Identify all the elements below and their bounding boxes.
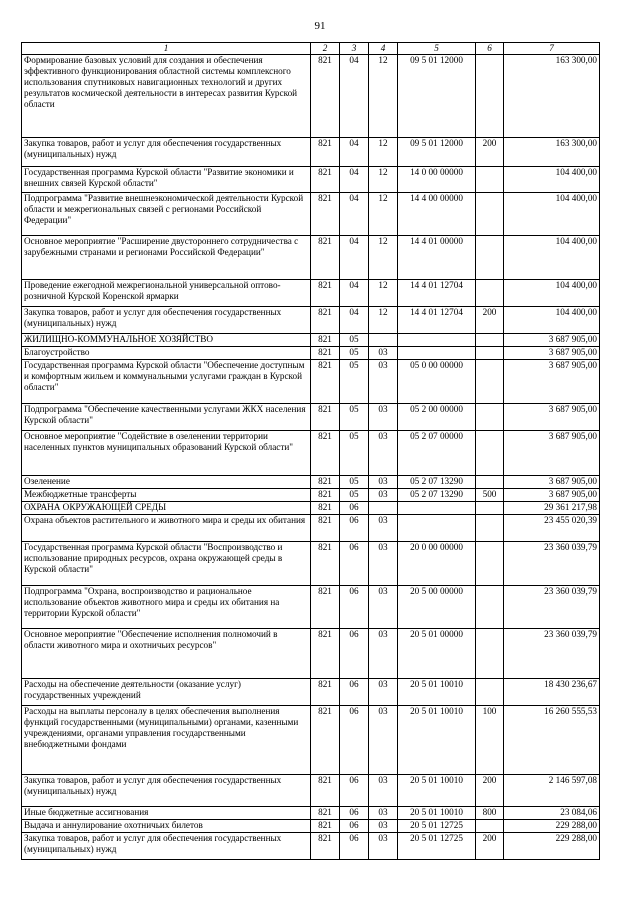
item-name-cell: Охрана объектов растительного и животного мира и среды их обитания xyxy=(22,515,311,542)
col-header-1: 1 xyxy=(22,43,311,55)
section-cell: 06 xyxy=(340,629,369,679)
admin-code-cell: 821 xyxy=(311,334,340,347)
subsection-cell: 12 xyxy=(369,280,398,307)
subsection-cell: 03 xyxy=(369,586,398,629)
section-cell: 06 xyxy=(340,502,369,515)
item-name-cell: Благоустройство xyxy=(22,347,311,360)
section-cell: 06 xyxy=(340,679,369,706)
item-name-cell: Выдача и аннулирование охотничьих билетов xyxy=(22,820,311,833)
admin-code-cell: 821 xyxy=(311,280,340,307)
table-row xyxy=(22,775,600,807)
target-article-cell: 05 2 07 13290 xyxy=(398,476,476,489)
item-name-cell: Основное мероприятие "Расширение двустороннего сотрудничества с зарубежными странами и регионами Российской Федерации" xyxy=(22,236,311,280)
amount-cell: 163 300,00 xyxy=(504,55,600,138)
target-article-cell: 20 5 01 10010 xyxy=(398,775,476,807)
expense-type-cell xyxy=(476,334,504,347)
section-cell: 05 xyxy=(340,489,369,502)
subsection-cell xyxy=(369,334,398,347)
item-name-cell: Формирование базовых условий для создания и обеспечения эффективного функционирования областной системы комплексного использования спутниковых навигационных технологий и других результатов космической деятельности в интересах развития Курской области xyxy=(22,55,311,138)
admin-code-cell: 821 xyxy=(311,833,340,860)
amount-cell: 104 400,00 xyxy=(504,236,600,280)
target-article-cell: 05 2 07 00000 xyxy=(398,431,476,476)
amount-cell: 3 687 905,00 xyxy=(504,347,600,360)
admin-code-cell: 821 xyxy=(311,476,340,489)
expense-type-cell xyxy=(476,679,504,706)
subsection-cell: 12 xyxy=(369,307,398,334)
table-row xyxy=(22,515,600,542)
amount-cell: 104 400,00 xyxy=(504,280,600,307)
expense-type-cell xyxy=(476,360,504,404)
admin-code-cell: 821 xyxy=(311,820,340,833)
amount-cell: 18 430 236,67 xyxy=(504,679,600,706)
item-name-cell: Основное мероприятие "Обеспечение исполнения полномочий в области животного мира и охотничьих ресурсов" xyxy=(22,629,311,679)
section-cell: 05 xyxy=(340,334,369,347)
table-row xyxy=(22,489,600,502)
item-name-cell: Межбюджетные трансферты xyxy=(22,489,311,502)
table-row xyxy=(22,706,600,775)
subsection-cell: 12 xyxy=(369,236,398,280)
item-name-cell: Закупка товаров, работ и услуг для обеспечения государственных (муниципальных) нужд xyxy=(22,138,311,167)
target-article-cell: 20 5 01 10010 xyxy=(398,807,476,820)
target-article-cell: 20 0 00 00000 xyxy=(398,542,476,586)
admin-code-cell: 821 xyxy=(311,138,340,167)
target-article-cell: 09 5 01 12000 xyxy=(398,138,476,167)
section-cell: 04 xyxy=(340,138,369,167)
target-article-cell: 14 4 01 00000 xyxy=(398,236,476,280)
target-article-cell: 14 4 00 00000 xyxy=(398,193,476,236)
target-article-cell: 20 5 01 10010 xyxy=(398,679,476,706)
expense-type-cell xyxy=(476,820,504,833)
expense-type-cell xyxy=(476,347,504,360)
admin-code-cell: 821 xyxy=(311,515,340,542)
table-row xyxy=(22,55,600,138)
section-cell: 06 xyxy=(340,542,369,586)
target-article-cell: 20 5 00 00000 xyxy=(398,586,476,629)
amount-cell: 3 687 905,00 xyxy=(504,334,600,347)
table-row xyxy=(22,347,600,360)
target-article-cell: 14 4 01 12704 xyxy=(398,307,476,334)
expense-type-cell xyxy=(476,629,504,679)
item-name-cell: Подпрограмма "Обеспечение качественными услугами ЖКХ населения Курской области" xyxy=(22,404,311,431)
admin-code-cell: 821 xyxy=(311,193,340,236)
admin-code-cell: 821 xyxy=(311,489,340,502)
expense-type-cell xyxy=(476,476,504,489)
subsection-cell: 03 xyxy=(369,489,398,502)
table-row xyxy=(22,431,600,476)
section-cell: 06 xyxy=(340,515,369,542)
table-row xyxy=(22,404,600,431)
section-cell: 05 xyxy=(340,347,369,360)
admin-code-cell: 821 xyxy=(311,542,340,586)
amount-cell: 104 400,00 xyxy=(504,307,600,334)
item-name-cell: ЖИЛИЩНО-КОММУНАЛЬНОЕ ХОЗЯЙСТВО xyxy=(22,334,311,347)
admin-code-cell: 821 xyxy=(311,629,340,679)
admin-code-cell: 821 xyxy=(311,167,340,193)
target-article-cell xyxy=(398,515,476,542)
table-row xyxy=(22,307,600,334)
target-article-cell: 14 4 01 12704 xyxy=(398,280,476,307)
expense-type-cell: 500 xyxy=(476,489,504,502)
table-row xyxy=(22,833,600,860)
expense-type-cell xyxy=(476,193,504,236)
subsection-cell: 03 xyxy=(369,807,398,820)
subsection-cell: 03 xyxy=(369,833,398,860)
expense-type-cell xyxy=(476,515,504,542)
item-name-cell: Иные бюджетные ассигнования xyxy=(22,807,311,820)
subsection-cell: 03 xyxy=(369,360,398,404)
item-name-cell: ОХРАНА ОКРУЖАЮЩЕЙ СРЕДЫ xyxy=(22,502,311,515)
expense-type-cell xyxy=(476,542,504,586)
target-article-cell: 20 5 01 12725 xyxy=(398,833,476,860)
section-cell: 06 xyxy=(340,807,369,820)
section-cell: 06 xyxy=(340,833,369,860)
item-name-cell: Проведение ежегодной межрегиональной универсальной оптово-розничной Курской Коренской ярмарки xyxy=(22,280,311,307)
expense-type-cell xyxy=(476,431,504,476)
item-name-cell: Закупка товаров, работ и услуг для обеспечения государственных (муниципальных) нужд xyxy=(22,307,311,334)
subsection-cell: 03 xyxy=(369,679,398,706)
item-name-cell: Расходы на выплаты персоналу в целях обеспечения выполнения функций государственными (муниципальными) органами, казенными учреждениями, органами управления государственными внебюджетными фондами xyxy=(22,706,311,775)
target-article-cell: 05 2 00 00000 xyxy=(398,404,476,431)
expense-type-cell xyxy=(476,55,504,138)
admin-code-cell: 821 xyxy=(311,307,340,334)
amount-cell: 163 300,00 xyxy=(504,138,600,167)
item-name-cell: Закупка товаров, работ и услуг для обеспечения государственных (муниципальных) нужд xyxy=(22,775,311,807)
target-article-cell: 20 5 01 12725 xyxy=(398,820,476,833)
amount-cell: 29 361 217,98 xyxy=(504,502,600,515)
admin-code-cell: 821 xyxy=(311,807,340,820)
table-row xyxy=(22,138,600,167)
amount-cell: 3 687 905,00 xyxy=(504,489,600,502)
section-cell: 05 xyxy=(340,431,369,476)
admin-code-cell: 821 xyxy=(311,360,340,404)
expense-type-cell xyxy=(476,167,504,193)
subsection-cell: 03 xyxy=(369,515,398,542)
target-article-cell: 05 0 00 00000 xyxy=(398,360,476,404)
expense-type-cell: 200 xyxy=(476,775,504,807)
amount-cell: 16 260 555,53 xyxy=(504,706,600,775)
expense-type-cell: 800 xyxy=(476,807,504,820)
amount-cell: 3 687 905,00 xyxy=(504,404,600,431)
target-article-cell xyxy=(398,347,476,360)
subsection-cell: 03 xyxy=(369,542,398,586)
table-row xyxy=(22,629,600,679)
admin-code-cell: 821 xyxy=(311,347,340,360)
expense-type-cell xyxy=(476,280,504,307)
section-cell: 04 xyxy=(340,307,369,334)
item-name-cell: Государственная программа Курской области "Воспроизводство и использование природных ресурсов, охрана окружающей среды в Курской области" xyxy=(22,542,311,586)
admin-code-cell: 821 xyxy=(311,586,340,629)
subsection-cell xyxy=(369,502,398,515)
col-header-4: 4 xyxy=(369,43,398,55)
amount-cell: 23 360 039,79 xyxy=(504,629,600,679)
target-article-cell: 20 5 01 00000 xyxy=(398,629,476,679)
section-cell: 06 xyxy=(340,775,369,807)
item-name-cell: Подпрограмма "Развитие внешнеэкономической деятельности Курской области и межрегиональных связей с регионами Российской Федерации" xyxy=(22,193,311,236)
item-name-cell: Государственная программа Курской области "Развитие экономики и внешних связей Курской области" xyxy=(22,167,311,193)
section-cell: 04 xyxy=(340,236,369,280)
admin-code-cell: 821 xyxy=(311,431,340,476)
table-row xyxy=(22,807,600,820)
col-header-3: 3 xyxy=(340,43,369,55)
col-header-5: 5 xyxy=(398,43,476,55)
table-row xyxy=(22,586,600,629)
section-cell: 05 xyxy=(340,404,369,431)
expense-type-cell: 200 xyxy=(476,138,504,167)
section-cell: 05 xyxy=(340,476,369,489)
amount-cell: 23 360 039,79 xyxy=(504,586,600,629)
amount-cell: 23 360 039,79 xyxy=(504,542,600,586)
amount-cell: 104 400,00 xyxy=(504,167,600,193)
expense-type-cell xyxy=(476,586,504,629)
subsection-cell: 03 xyxy=(369,775,398,807)
subsection-cell: 03 xyxy=(369,629,398,679)
section-cell: 05 xyxy=(340,360,369,404)
budget-table xyxy=(21,42,600,860)
admin-code-cell: 821 xyxy=(311,236,340,280)
table-row xyxy=(22,334,600,347)
subsection-cell: 03 xyxy=(369,431,398,476)
table-row xyxy=(22,679,600,706)
admin-code-cell: 821 xyxy=(311,502,340,515)
col-header-7: 7 xyxy=(504,43,600,55)
table-row xyxy=(22,476,600,489)
item-name-cell: Подпрограмма "Охрана, воспроизводство и рациональное использование объектов животного мира и среды их обитания на территории Курской области" xyxy=(22,586,311,629)
subsection-cell: 03 xyxy=(369,820,398,833)
item-name-cell: Закупка товаров, работ и услуг для обеспечения государственных (муниципальных) нужд xyxy=(22,833,311,860)
table-row xyxy=(22,236,600,280)
item-name-cell: Основное мероприятие "Содействие в озеленении территории населенных пунктов муниципальных образований Курской области" xyxy=(22,431,311,476)
target-article-cell: 09 5 01 12000 xyxy=(398,55,476,138)
amount-cell: 23 084,06 xyxy=(504,807,600,820)
amount-cell: 2 146 597,08 xyxy=(504,775,600,807)
col-header-2: 2 xyxy=(311,43,340,55)
section-cell: 04 xyxy=(340,55,369,138)
target-article-cell xyxy=(398,334,476,347)
subsection-cell: 03 xyxy=(369,476,398,489)
table-row xyxy=(22,193,600,236)
table-row xyxy=(22,167,600,193)
subsection-cell: 12 xyxy=(369,138,398,167)
col-header-6: 6 xyxy=(476,43,504,55)
subsection-cell: 12 xyxy=(369,55,398,138)
admin-code-cell: 821 xyxy=(311,679,340,706)
subsection-cell: 12 xyxy=(369,167,398,193)
expense-type-cell xyxy=(476,236,504,280)
section-cell: 06 xyxy=(340,706,369,775)
subsection-cell: 12 xyxy=(369,193,398,236)
table-row xyxy=(22,542,600,586)
item-name-cell: Государственная программа Курской области "Обеспечение доступным и комфортным жильем и коммунальными услугами граждан в Курской области" xyxy=(22,360,311,404)
expense-type-cell: 200 xyxy=(476,833,504,860)
table-row xyxy=(22,820,600,833)
table-row xyxy=(22,280,600,307)
admin-code-cell: 821 xyxy=(311,55,340,138)
header-row xyxy=(22,43,600,55)
amount-cell: 104 400,00 xyxy=(504,193,600,236)
section-cell: 06 xyxy=(340,820,369,833)
target-article-cell: 20 5 01 10010 xyxy=(398,706,476,775)
subsection-cell: 03 xyxy=(369,706,398,775)
amount-cell: 229 288,00 xyxy=(504,820,600,833)
amount-cell: 3 687 905,00 xyxy=(504,476,600,489)
subsection-cell: 03 xyxy=(369,404,398,431)
subsection-cell: 03 xyxy=(369,347,398,360)
expense-type-cell xyxy=(476,502,504,515)
target-article-cell: 05 2 07 13290 xyxy=(398,489,476,502)
amount-cell: 229 288,00 xyxy=(504,833,600,860)
target-article-cell: 14 0 00 00000 xyxy=(398,167,476,193)
amount-cell: 23 455 020,39 xyxy=(504,515,600,542)
section-cell: 04 xyxy=(340,167,369,193)
item-name-cell: Озеленение xyxy=(22,476,311,489)
table-row xyxy=(22,360,600,404)
section-cell: 04 xyxy=(340,280,369,307)
amount-cell: 3 687 905,00 xyxy=(504,360,600,404)
table-row xyxy=(22,502,600,515)
section-cell: 06 xyxy=(340,586,369,629)
section-cell: 04 xyxy=(340,193,369,236)
table-body xyxy=(22,55,600,860)
amount-cell: 3 687 905,00 xyxy=(504,431,600,476)
admin-code-cell: 821 xyxy=(311,706,340,775)
admin-code-cell: 821 xyxy=(311,775,340,807)
page-number: 91 xyxy=(314,20,326,32)
admin-code-cell: 821 xyxy=(311,404,340,431)
expense-type-cell: 100 xyxy=(476,706,504,775)
expense-type-cell: 200 xyxy=(476,307,504,334)
item-name-cell: Расходы на обеспечение деятельности (оказание услуг) государственных учреждений xyxy=(22,679,311,706)
target-article-cell xyxy=(398,502,476,515)
expense-type-cell xyxy=(476,404,504,431)
